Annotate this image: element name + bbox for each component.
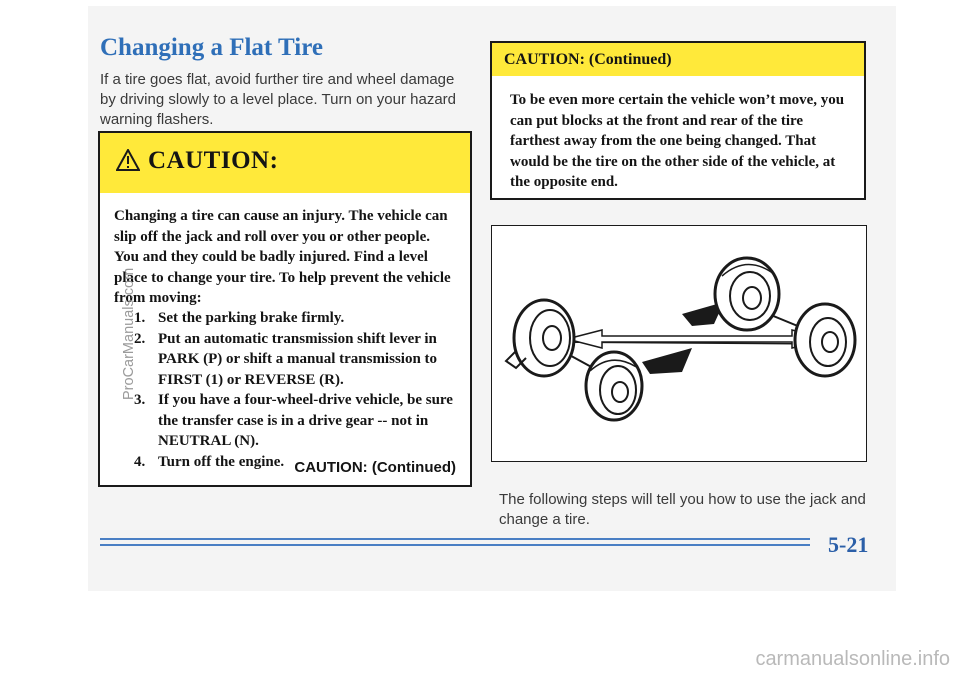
caution-heading: CAUTION:: [148, 147, 279, 174]
side-watermark: ProCarManuals.com: [121, 267, 137, 400]
intro-paragraph: If a tire goes flat, avoid further tire and wheel damage by driving slowly to a level place. Turn on your hazard warning flashers.: [100, 71, 457, 128]
list-item: 2. Put an automatic transmission shift lever in PARK (P) or shift a manual transmission to FIRST (1) or REVERSE (R).: [134, 330, 438, 388]
tire-left: [506, 300, 574, 376]
footer-rule: [100, 538, 810, 547]
caution-box-main: [98, 131, 472, 487]
tire-bottom: [586, 352, 642, 420]
tire-diagonal-illustration: [492, 226, 865, 460]
tire-top: [715, 258, 779, 330]
caution-continued-body: To be even more certain the vehicle won’t move, you can put blocks at the front and rear of the tire farthest away from the one being changed. That would be the tire on the other side of the vehicle, at the opposite end.: [510, 92, 845, 190]
closing-paragraph: The following steps will tell you how to use the jack and change a tire.: [499, 491, 866, 528]
caution-continued-label: CAUTION: (Continued): [294, 459, 456, 476]
caution-steps-list: [114, 308, 459, 472]
page-title: Changing a Flat Tire: [100, 34, 323, 61]
tire-right: [795, 304, 855, 376]
caution-body-text: Changing a tire can cause an injury. The vehicle can slip off the jack and roll over you or other people. You and they could be badly injured. Find a level place to change your tire. To help prevent the vehicle from moving:: [114, 208, 451, 306]
tire-diagram: [491, 225, 867, 462]
page-number: 5-21: [828, 532, 869, 557]
caution-continued-banner: CAUTION: (Continued): [492, 43, 864, 76]
site-watermark: carmanualsonline.info: [755, 648, 950, 670]
caution-box-continued: [490, 41, 866, 200]
list-item: 1. Set the parking brake firmly.: [134, 310, 345, 326]
caution-banner: [100, 133, 470, 193]
list-item: 3. If you have a four-wheel-drive vehicle, be sure the transfer case is in a drive gear -- not in NEUTRAL (N).: [134, 392, 453, 449]
list-item: 4. Turn off the engine.: [134, 453, 285, 470]
warning-triangle-icon: [116, 149, 140, 171]
